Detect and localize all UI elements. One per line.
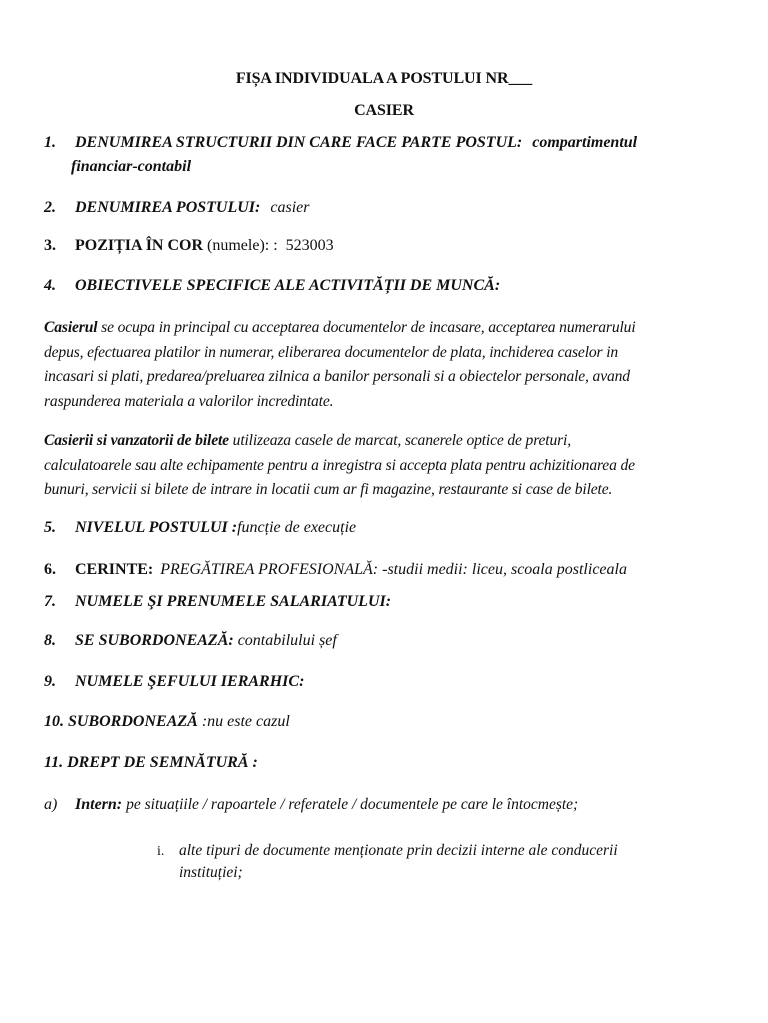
- paragraph-casierul: Casierul se ocupa in principal cu acceptarea documentelor de incasare, acceptarea numerarului depus, efectuarea platilor in numerar, eliberarea documentelor de plata, inchiderea caselor in incasari si plati, predarea/preluarea zilnica a banilor personali si a obiectelor personale, avand raspunderea materiala a valorilor incredintate.: [44, 319, 636, 410]
- section-9: 9. NUMELE ŞEFULUI IERARHIC:: [44, 673, 305, 690]
- section-8-value: contabilului șef: [237, 632, 337, 649]
- section-11-label: DREPT DE SEMNĂTURĂ :: [67, 754, 258, 771]
- section-4: 4. OBIECTIVELE SPECIFICE ALE ACTIVITĂȚII DE MUNCĂ:: [44, 277, 501, 294]
- document-subtitle: CASIER: [354, 102, 414, 119]
- section-7: 7. NUMELE ŞI PRENUMELE SALARIATULUI:: [44, 593, 392, 610]
- section-1-label: DENUMIREA STRUCTURII DIN CARE FACE PARTE POSTUL:: [75, 134, 523, 151]
- section-10-value: :nu este cazul: [201, 713, 290, 730]
- section-9-label: NUMELE ŞEFULUI IERARHIC:: [75, 673, 305, 690]
- section-1-value: compartimentul: [532, 134, 638, 151]
- section-3-label: POZIȚIA ÎN COR: [75, 237, 204, 254]
- item-i: i. alte tipuri de documente menționate prin decizii interne ale conducerii instituției;: [157, 842, 618, 881]
- section-7-label: NUMELE ŞI PRENUMELE SALARIATULUI:: [75, 593, 392, 610]
- item-a-label: Intern:: [75, 796, 123, 813]
- item-a-value: pe situațiile / rapoartele / referatele / documentele pe care le întocmește;: [126, 796, 579, 813]
- section-2-value: casier: [270, 199, 310, 216]
- item-a: a) Intern: pe situațiile / rapoartele / referatele / documentele pe care le întocmește;: [44, 796, 579, 813]
- section-6-value: PREGĂTIREA PROFESIONALĂ: -studii medii: liceu, scoala postliceala: [160, 561, 627, 578]
- section-2-label: DENUMIREA POSTULUI:: [75, 199, 261, 216]
- section-5-label: NIVELUL POSTULUI :: [75, 519, 238, 536]
- section-3: 3. POZIȚIA ÎN COR (numele): : 523003: [44, 237, 334, 254]
- paragraph-casierii: Casierii si vanzatorii de bilete utilizeaza casele de marcat, scanerele optice de preturi, calculatoarele sau alte echipamente pentru a inregistra si accepta plata pentru achizitionarea de bunuri, servicii si bilete de intrare in locatii cum ar fi magazine, restaurante si case de bilete.: [44, 432, 635, 498]
- section-4-label: OBIECTIVELE SPECIFICE ALE ACTIVITĂȚII DE MUNCĂ:: [75, 277, 501, 294]
- section-1: 1. DENUMIREA STRUCTURII DIN CARE FACE PARTE POSTUL: compartimentul: [44, 134, 638, 151]
- document-title: FIȘA INDIVIDUALA A POSTULUI NR___: [235, 70, 533, 87]
- section-3-extra: (numele): :: [207, 237, 278, 254]
- section-6-label: CERINTE:: [75, 561, 154, 578]
- section-11: 11. DREPT DE SEMNĂTURĂ :: [44, 754, 258, 771]
- section-1-value-cont: financiar-contabil: [71, 158, 192, 175]
- section-3-value: 523003: [285, 237, 334, 254]
- section-8-label: SE SUBORDONEAZĂ:: [75, 632, 234, 649]
- section-8: 8. SE SUBORDONEAZĂ: contabilului șef: [44, 632, 337, 649]
- section-5-value: funcție de execuție: [237, 519, 357, 536]
- section-2: 2. DENUMIREA POSTULUI: casier: [44, 199, 310, 216]
- section-10: 10. SUBORDONEAZĂ :nu este cazul: [44, 713, 290, 730]
- section-6: 6. CERINTE: PREGĂTIREA PROFESIONALĂ: -studii medii: liceu, scoala postliceala: [44, 561, 627, 578]
- section-5: 5. NIVELUL POSTULUI :funcție de execuție: [44, 519, 357, 536]
- section-10-label: SUBORDONEAZĂ: [68, 713, 198, 730]
